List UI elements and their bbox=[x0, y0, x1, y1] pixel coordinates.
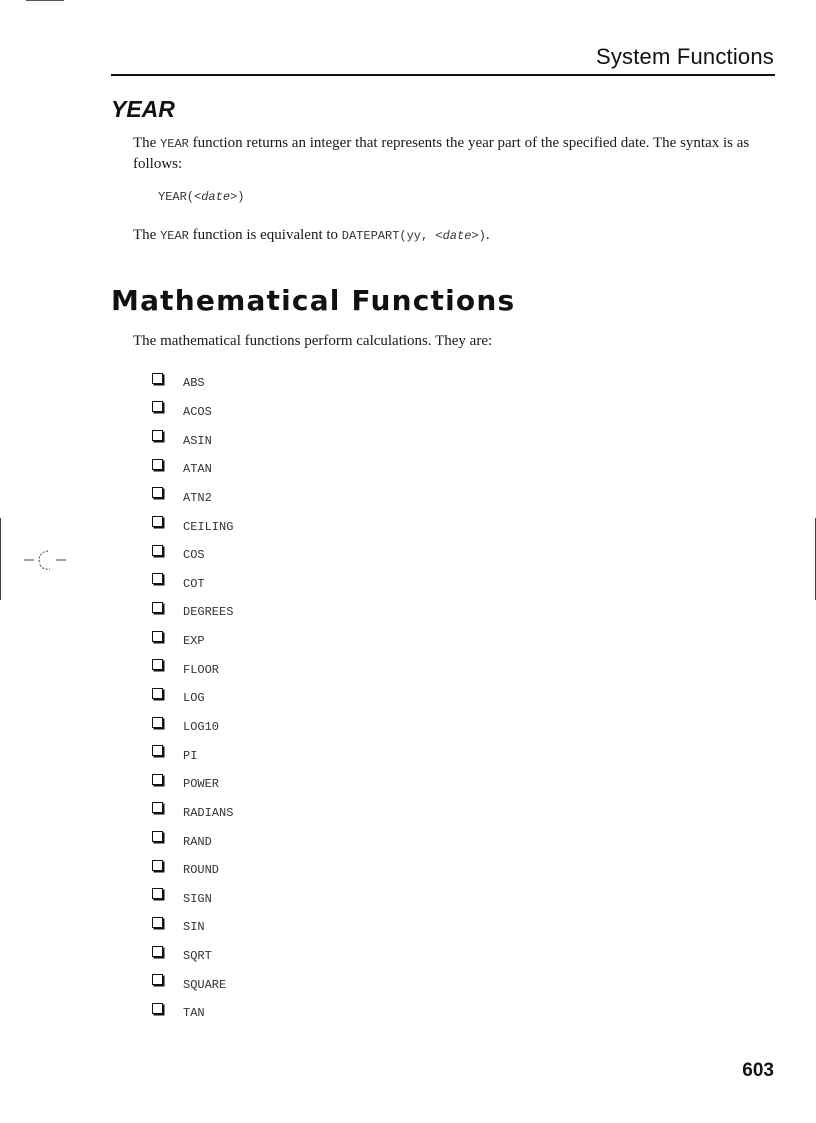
list-item bbox=[152, 483, 233, 512]
list-item bbox=[152, 626, 233, 655]
registration-mark-icon bbox=[24, 548, 68, 572]
checkbox-bullet-icon bbox=[152, 602, 163, 613]
checkbox-bullet-icon bbox=[152, 1003, 163, 1014]
list-item bbox=[152, 712, 233, 741]
function-name: EXP bbox=[183, 634, 205, 649]
function-name: ATAN bbox=[183, 462, 212, 477]
list-item bbox=[152, 454, 233, 483]
year-intro-code: YEAR bbox=[160, 137, 189, 151]
function-name: COT bbox=[183, 576, 205, 591]
checkbox-bullet-icon bbox=[152, 430, 163, 441]
checkbox-bullet-icon bbox=[152, 888, 163, 899]
crop-mark-top bbox=[26, 0, 64, 1]
function-name: ABS bbox=[183, 376, 205, 391]
list-item bbox=[152, 912, 233, 941]
math-intro-paragraph: The mathematical functions perform calculations. They are: bbox=[133, 333, 493, 349]
math-section-heading: Mathematical Functions bbox=[111, 284, 516, 317]
function-name: DEGREES bbox=[183, 605, 234, 620]
list-item bbox=[152, 969, 233, 998]
list-item bbox=[152, 884, 233, 913]
checkbox-bullet-icon bbox=[152, 831, 163, 842]
checkbox-bullet-icon bbox=[152, 745, 163, 756]
function-name: ATN2 bbox=[183, 490, 212, 505]
year-eq-pre: The bbox=[133, 227, 161, 243]
year-eq-code2-pre: DATEPART(yy, < bbox=[341, 229, 443, 243]
function-name: ACOS bbox=[183, 404, 212, 419]
function-name: TAN bbox=[183, 1006, 205, 1021]
checkbox-bullet-icon bbox=[152, 373, 163, 384]
year-syntax-post: >) bbox=[230, 190, 245, 204]
function-name: ROUND bbox=[183, 863, 220, 878]
checkbox-bullet-icon bbox=[152, 573, 163, 584]
page-number: 603 bbox=[742, 1060, 774, 1081]
year-eq-code2-post: >) bbox=[471, 229, 486, 243]
year-syntax-code bbox=[158, 190, 244, 204]
list-item bbox=[152, 798, 233, 827]
year-eq-end: . bbox=[485, 227, 490, 243]
header-rule bbox=[111, 74, 775, 76]
function-name: LOG10 bbox=[183, 720, 220, 734]
list-item bbox=[152, 826, 233, 855]
list-item bbox=[152, 511, 233, 540]
checkbox-bullet-icon bbox=[152, 459, 163, 470]
function-name: LOG bbox=[183, 691, 205, 706]
checkbox-bullet-icon bbox=[152, 487, 163, 498]
checkbox-bullet-icon bbox=[152, 974, 163, 985]
checkbox-bullet-icon bbox=[152, 917, 163, 928]
function-name: SIGN bbox=[183, 891, 212, 906]
list-item bbox=[152, 855, 233, 884]
year-eq-mid: function is equivalent to bbox=[188, 227, 342, 243]
crop-mark-left bbox=[0, 518, 1, 600]
year-intro-pre: The bbox=[133, 135, 161, 151]
list-item bbox=[152, 740, 233, 769]
function-name: SQUARE bbox=[183, 977, 227, 992]
function-name: FLOOR bbox=[183, 662, 220, 677]
year-intro-paragraph bbox=[133, 133, 773, 174]
year-intro-post: function returns an integer that represents the year part of the specified date. The syntax is as follows: bbox=[133, 135, 750, 172]
running-header-title: System Functions bbox=[595, 44, 774, 69]
list-item bbox=[152, 540, 233, 569]
checkbox-bullet-icon bbox=[152, 659, 163, 670]
function-name: RADIANS bbox=[183, 805, 234, 820]
checkbox-bullet-icon bbox=[152, 774, 163, 785]
function-name: PI bbox=[183, 748, 198, 763]
list-item bbox=[152, 397, 233, 426]
list-item bbox=[152, 368, 233, 397]
year-eq-code2-arg: date bbox=[442, 229, 472, 243]
function-name: SIN bbox=[183, 920, 205, 935]
list-item bbox=[152, 683, 233, 712]
list-item bbox=[152, 597, 233, 626]
list-item bbox=[152, 998, 233, 1027]
checkbox-bullet-icon bbox=[152, 631, 163, 642]
math-function-list bbox=[152, 368, 233, 1027]
year-equivalence-paragraph bbox=[133, 225, 773, 246]
year-syntax-arg: date bbox=[201, 190, 231, 204]
list-item bbox=[152, 425, 233, 454]
checkbox-bullet-icon bbox=[152, 717, 163, 728]
function-name: POWER bbox=[183, 777, 220, 792]
list-item bbox=[152, 941, 233, 970]
list-item bbox=[152, 769, 233, 798]
function-name: ASIN bbox=[183, 433, 212, 448]
function-name: COS bbox=[183, 548, 205, 563]
function-name: RAND bbox=[183, 834, 212, 849]
year-section-heading: YEAR bbox=[111, 96, 175, 122]
list-item bbox=[152, 654, 233, 683]
checkbox-bullet-icon bbox=[152, 802, 163, 813]
checkbox-bullet-icon bbox=[152, 516, 163, 527]
checkbox-bullet-icon bbox=[152, 860, 163, 871]
checkbox-bullet-icon bbox=[152, 545, 163, 556]
list-item bbox=[152, 568, 233, 597]
year-eq-code1: YEAR bbox=[160, 229, 189, 243]
year-syntax-pre: YEAR(< bbox=[158, 190, 202, 204]
checkbox-bullet-icon bbox=[152, 946, 163, 957]
checkbox-bullet-icon bbox=[152, 401, 163, 412]
function-name: SQRT bbox=[183, 949, 212, 964]
checkbox-bullet-icon bbox=[152, 688, 163, 699]
function-name: CEILING bbox=[183, 519, 234, 534]
